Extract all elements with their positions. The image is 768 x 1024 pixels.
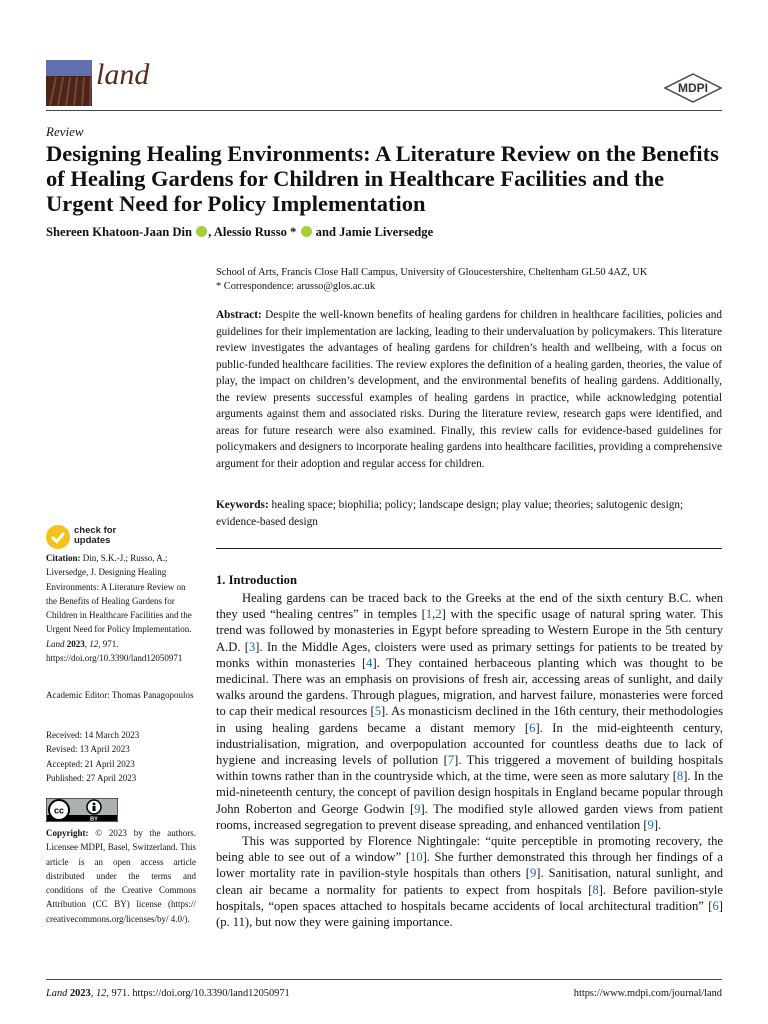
body-text-run: ]. She further demonstrated this through her findings of a lower mortality rate in pavilion-style hospitals than others [	[216, 850, 723, 881]
paragraph-1	[216, 590, 723, 833]
orcid-icon[interactable]	[301, 226, 312, 237]
journal-name: land	[96, 58, 150, 91]
body-text-run: Healing gardens can be traced back to the Greeks at the end of the sixth century B.C. when they used “healing centres” in temples [	[216, 591, 723, 622]
reference-link[interactable]: 2	[435, 607, 442, 622]
body-text-run: ]. The modified style allowed garden views from patient rooms, increased segregation to prevent disease spreading, and enhanced ventilation [	[216, 801, 723, 832]
reference-link[interactable]: 6	[529, 720, 536, 735]
reference-link[interactable]: 7	[447, 753, 455, 768]
check-updates-icon	[46, 525, 70, 549]
revised-date: Revised: 13 April 2023	[46, 744, 130, 755]
author-1[interactable]: Shereen Khatoon-Jaan Din	[46, 225, 193, 239]
mdpi-logo-text: MDPI	[678, 81, 708, 95]
reference-link[interactable]: 3	[249, 639, 256, 654]
received-date: Received: 14 March 2023	[46, 730, 140, 740]
citation-doi[interactable]: , 971. https://doi.org/10.3390/land12050971	[46, 638, 183, 664]
svg-text:cc: cc	[53, 805, 65, 816]
author-3[interactable]: and Jamie Liversedge	[312, 225, 434, 239]
reference-link[interactable]: 1	[425, 607, 433, 622]
mdpi-logo	[664, 73, 722, 103]
reference-link[interactable]: 9	[414, 801, 421, 816]
affiliations	[216, 266, 647, 294]
copyright-label: Copyright:	[46, 828, 89, 838]
body-text-run: ]. Before pavilion-style hospitals, “open spaces attached to hospitals became accidents of local architectural tradition” [	[216, 882, 723, 913]
keywords	[216, 497, 722, 530]
reference-link[interactable]: 8	[592, 882, 599, 897]
cc-badge-label: BY	[90, 816, 98, 822]
body-text-run: ]. They contained herbaceous planting which was thought to be medicinal. There was an emphasis on provisions of fresh air, accessing areas of sunlight, and daily walks around the gardens. Through plagues, migration, and harvest failure, monasteries were forced to cap their medical resources [	[216, 655, 723, 719]
copyright-text: © 2023 by the authors. Licensee MDPI, Basel, Switzerland. This article is an open access article distributed under the terms and conditions of the Creative Commons Attribution (CC BY) license (https:// creativecommons.org/licenses/by/ 4.0/).	[46, 828, 196, 924]
body-text-run: ]. This triggered a movement of building hospitals within towns rather than in the countryside which, at the time, were seen as more salutary [	[216, 753, 723, 784]
body-text-run: ]. In the Middle Ages, cloisters were used as primary settings for patients to be treated by monks within monasteries [	[216, 639, 723, 670]
academic-editor: Academic Editor: Thomas Panagopoulos	[46, 690, 194, 700]
reference-link[interactable]: 8	[676, 769, 684, 784]
keywords-label: Keywords:	[216, 499, 269, 511]
body-text-run: ]. In the mid-eighteenth century, industrialisation, migration, and overpopulation accounted for countless deaths due to lack of hygiene and increasing levels of pollution [	[216, 720, 723, 768]
section-heading: 1. Introduction	[216, 573, 297, 587]
article-type: Review	[46, 124, 84, 139]
section-body	[216, 590, 723, 930]
footer-citation	[46, 988, 290, 999]
citation-label: Citation:	[46, 553, 81, 563]
footer-year: 2023	[67, 988, 91, 999]
land-journal-logo	[46, 60, 92, 106]
header-rule	[46, 110, 722, 111]
body-text-run: This was supported by Florence Nightingale: “quite perceptible in promoting recovery, the being able to see out of a window” [	[216, 834, 723, 865]
check-updates-text	[74, 526, 116, 546]
abstract-text: Despite the well-known benefits of healing gardens for children in healthcare facilities, policies and guidelines for their implementation are lacking, leading to their undervaluation by policymakers. This literature review investigates the advantages of healing gardens for children’s health and wellbeing, with a focus on public-funded healthcare facilities. The review explores the definition of a healing garden, theories, the value of play, the impact on children’s development, and the environmental benefits of healing gardens. Additionally, the review presents successful examples of healing gardens in practice, while acknowledging potential arguments against them and associated risks. During the literature review, research gaps were identified, and areas for future research were also examined. Finally, this review calls for evidence-based guidelines for policymakers and designers to incorporate healing gardens into healthcare facilities, providing a comprehensive argument for their adoption and regular access for children.	[216, 309, 722, 470]
citation-year: 2023	[64, 638, 85, 649]
reference-link[interactable]: 6	[712, 898, 719, 913]
body-text-run: ] (p. 11), but now they were gaining importance.	[216, 898, 723, 930]
check-updates-line1: check for	[74, 525, 117, 536]
article-title: Designing Healing Environments: A Literature Review on the Benefits of Healing Gardens for Children in Healthcare Facilities and the Urgent Need for Policy Implementation	[46, 141, 719, 216]
body-text-run: ]. In the mid-nineteenth century, the concept of pavilion design hospitals in England became popular through John Roberton and George Godwin [	[216, 769, 723, 816]
check-updates-line2: updates	[74, 535, 111, 546]
footer-doi[interactable]: , 971. https://doi.org/10.3390/land12050971	[106, 988, 290, 999]
footer-journal: Land	[46, 988, 68, 999]
abstract-label: Abstract:	[216, 309, 262, 321]
correspondence-line: * Correspondence: arusso@glos.ac.uk	[216, 281, 376, 292]
reference-link[interactable]: 9	[647, 817, 654, 832]
body-text-run: ] with the specific usage of natural spring water. This trend was followed by monasteries in Egypt before spreading to Western Europe in the 5th century A.D. [	[216, 607, 723, 654]
accepted-date: Accepted: 21 April 2023	[46, 758, 135, 769]
section-rule	[216, 548, 722, 549]
footer-volume: , 12	[90, 988, 107, 999]
citation-text: Din, S.K.-J.; Russo, A.; Liversedge, J. Designing Healing Environments: A Literature Review on the Benefits of Healing Gardens for Children in Healthcare Facilities and the Urgent Need for Policy Implementation.	[46, 553, 192, 635]
citation-volume: , 12	[84, 638, 99, 649]
body-text-run: ]. As monasticism declined in the 16th century, their methodologies in using healing gardens became a distant memory [	[216, 704, 723, 735]
published-date: Published: 27 April 2023	[46, 772, 137, 783]
body-text-run: ,	[432, 607, 436, 622]
orcid-icon[interactable]	[196, 226, 207, 237]
reference-link[interactable]: 10	[410, 850, 423, 865]
keywords-text: healing space; biophilia; policy; landscape design; play value; theories; salutogenic design; evidence-based design	[216, 499, 684, 528]
citation-block	[46, 551, 196, 665]
affiliation-line: School of Arts, Francis Close Hall Campus, University of Gloucestershire, Cheltenham GL50 4AZ, UK	[216, 267, 648, 278]
cc-by-license-badge[interactable]	[46, 798, 118, 822]
author-list	[46, 225, 433, 240]
body-text-run: ]. Sanitisation, natural sunlight, and clean air became a normality for patients to expect from hospitals [	[216, 866, 723, 897]
copyright-block	[46, 826, 196, 926]
abstract	[216, 307, 722, 472]
body-text-run: ].	[653, 817, 662, 832]
paragraph-2	[216, 833, 723, 930]
reference-link[interactable]: 5	[374, 704, 381, 719]
reference-link[interactable]: 9	[529, 866, 537, 881]
citation-journal: Land	[46, 638, 65, 649]
footer-rule	[46, 979, 722, 980]
article-dates	[46, 728, 196, 785]
author-2[interactable]: , Alessio Russo *	[208, 225, 297, 239]
footer-journal-url[interactable]: https://www.mdpi.com/journal/land	[573, 988, 722, 999]
reference-link[interactable]: 4	[366, 655, 373, 670]
